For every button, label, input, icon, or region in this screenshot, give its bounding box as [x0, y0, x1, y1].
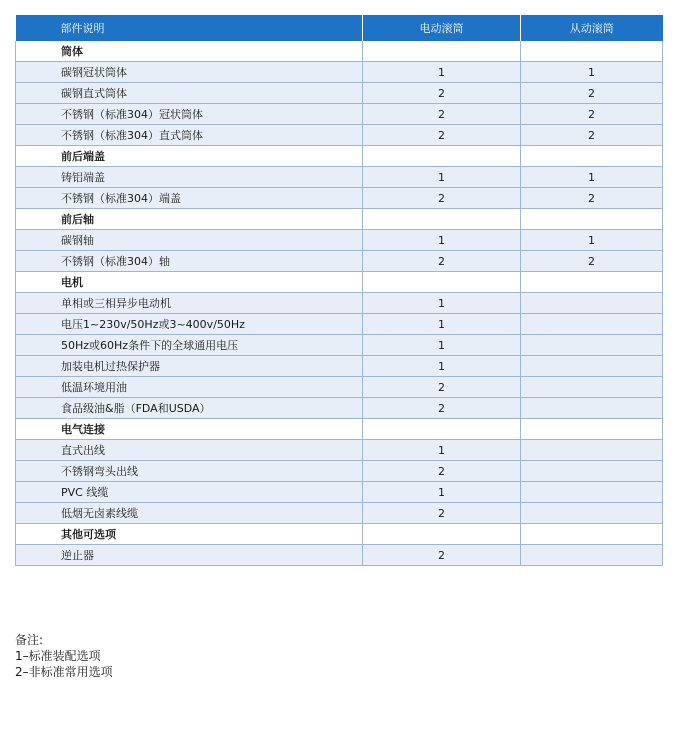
section-row — [16, 524, 663, 545]
idler-drum-value: 1 — [521, 62, 663, 83]
part-name-cell: 不锈钢（标准304）轴 — [16, 251, 363, 272]
idler-drum-value: 2 — [521, 83, 663, 104]
part-name-cell: 50Hz或60Hz条件下的全球通用电压 — [16, 335, 363, 356]
idler-drum-value — [521, 377, 663, 398]
motor-drum-value: 1 — [363, 293, 521, 314]
table-row — [16, 167, 663, 188]
motor-drum-value: 1 — [363, 356, 521, 377]
idler-drum-value — [521, 482, 663, 503]
motor-drum-value: 1 — [363, 167, 521, 188]
part-name-cell: 不锈钢（标准304）直式筒体 — [16, 125, 363, 146]
note-line-2: 2–非标准常用选项 — [15, 665, 113, 679]
table-row — [16, 398, 663, 419]
table-row — [16, 377, 663, 398]
motor-drum-value — [363, 272, 521, 293]
idler-drum-value — [521, 461, 663, 482]
motor-drum-value: 2 — [363, 503, 521, 524]
part-name-cell: 碳钢冠状筒体 — [16, 62, 363, 83]
idler-drum-value — [521, 146, 663, 167]
section-row — [16, 272, 663, 293]
idler-drum-value — [521, 293, 663, 314]
table-row — [16, 230, 663, 251]
idler-drum-value — [521, 524, 663, 545]
motor-drum-value: 2 — [363, 125, 521, 146]
idler-drum-value — [521, 356, 663, 377]
part-name-cell: PVC 线缆 — [16, 482, 363, 503]
idler-drum-value — [521, 419, 663, 440]
part-name-cell: 逆止器 — [16, 545, 363, 566]
part-name-cell: 碳钢直式筒体 — [16, 83, 363, 104]
part-name-cell: 前后轴 — [16, 209, 363, 230]
part-name-cell: 碳钢轴 — [16, 230, 363, 251]
part-name-cell: 不锈钢弯头出线 — [16, 461, 363, 482]
table-row — [16, 314, 663, 335]
table-row — [16, 335, 663, 356]
header-motor-drum: 电动滚筒 — [363, 15, 521, 41]
part-name-cell: 直式出线 — [16, 440, 363, 461]
motor-drum-value — [363, 419, 521, 440]
motor-drum-value: 1 — [363, 62, 521, 83]
part-name-cell: 单相或三相异步电动机 — [16, 293, 363, 314]
idler-drum-value: 2 — [521, 188, 663, 209]
table-row — [16, 251, 663, 272]
motor-drum-value: 1 — [363, 314, 521, 335]
table-row — [16, 125, 663, 146]
idler-drum-value — [521, 440, 663, 461]
motor-drum-value: 2 — [363, 83, 521, 104]
section-row — [16, 419, 663, 440]
motor-drum-value: 2 — [363, 398, 521, 419]
idler-drum-value: 1 — [521, 167, 663, 188]
idler-drum-value: 1 — [521, 230, 663, 251]
part-name-cell: 不锈钢（标准304）冠状筒体 — [16, 104, 363, 125]
part-name-cell: 加装电机过热保护器 — [16, 356, 363, 377]
part-name-cell: 食品级油&脂（FDA和USDA） — [16, 398, 363, 419]
idler-drum-value — [521, 545, 663, 566]
idler-drum-value — [521, 503, 663, 524]
motor-drum-value — [363, 146, 521, 167]
table-row — [16, 482, 663, 503]
motor-drum-value: 2 — [363, 104, 521, 125]
motor-drum-value — [363, 209, 521, 230]
part-name-cell: 电机 — [16, 272, 363, 293]
note-line-1: 1–标准装配选项 — [15, 649, 101, 663]
spec-table — [15, 15, 663, 566]
idler-drum-value: 2 — [521, 125, 663, 146]
idler-drum-value — [521, 41, 663, 62]
idler-drum-value — [521, 398, 663, 419]
notes-title: 备注: — [15, 633, 44, 647]
table-row — [16, 293, 663, 314]
idler-drum-value — [521, 335, 663, 356]
table-row — [16, 188, 663, 209]
motor-drum-value: 2 — [363, 188, 521, 209]
part-name-cell: 前后端盖 — [16, 146, 363, 167]
section-row — [16, 146, 663, 167]
table-row — [16, 440, 663, 461]
part-name-cell: 低温环境用油 — [16, 377, 363, 398]
part-name-cell: 低烟无卤素线缆 — [16, 503, 363, 524]
part-name-cell: 不锈钢（标准304）端盖 — [16, 188, 363, 209]
table-row — [16, 62, 663, 83]
idler-drum-value — [521, 314, 663, 335]
table-row — [16, 83, 663, 104]
table-row — [16, 503, 663, 524]
motor-drum-value: 2 — [363, 461, 521, 482]
part-name-cell: 电气连接 — [16, 419, 363, 440]
part-name-cell: 其他可选项 — [16, 524, 363, 545]
motor-drum-value: 2 — [363, 251, 521, 272]
part-name-cell: 铸铝端盖 — [16, 167, 363, 188]
motor-drum-value: 1 — [363, 230, 521, 251]
table-row — [16, 461, 663, 482]
idler-drum-value — [521, 209, 663, 230]
table-row — [16, 356, 663, 377]
header-idler-drum: 从动滚筒 — [521, 15, 663, 41]
motor-drum-value: 2 — [363, 545, 521, 566]
motor-drum-value — [363, 41, 521, 62]
motor-drum-value: 1 — [363, 482, 521, 503]
idler-drum-value: 2 — [521, 104, 663, 125]
idler-drum-value: 2 — [521, 251, 663, 272]
motor-drum-value — [363, 524, 521, 545]
part-name-cell: 电压1~230v/50Hz或3~400v/50Hz — [16, 314, 363, 335]
table-header-row — [16, 15, 663, 41]
notes — [15, 632, 113, 680]
table-row — [16, 104, 663, 125]
section-row — [16, 209, 663, 230]
motor-drum-value: 2 — [363, 377, 521, 398]
motor-drum-value: 1 — [363, 440, 521, 461]
header-part-description: 部件说明 — [16, 15, 363, 41]
table-row — [16, 545, 663, 566]
motor-drum-value: 1 — [363, 335, 521, 356]
section-row — [16, 41, 663, 62]
part-name-cell: 筒体 — [16, 41, 363, 62]
idler-drum-value — [521, 272, 663, 293]
